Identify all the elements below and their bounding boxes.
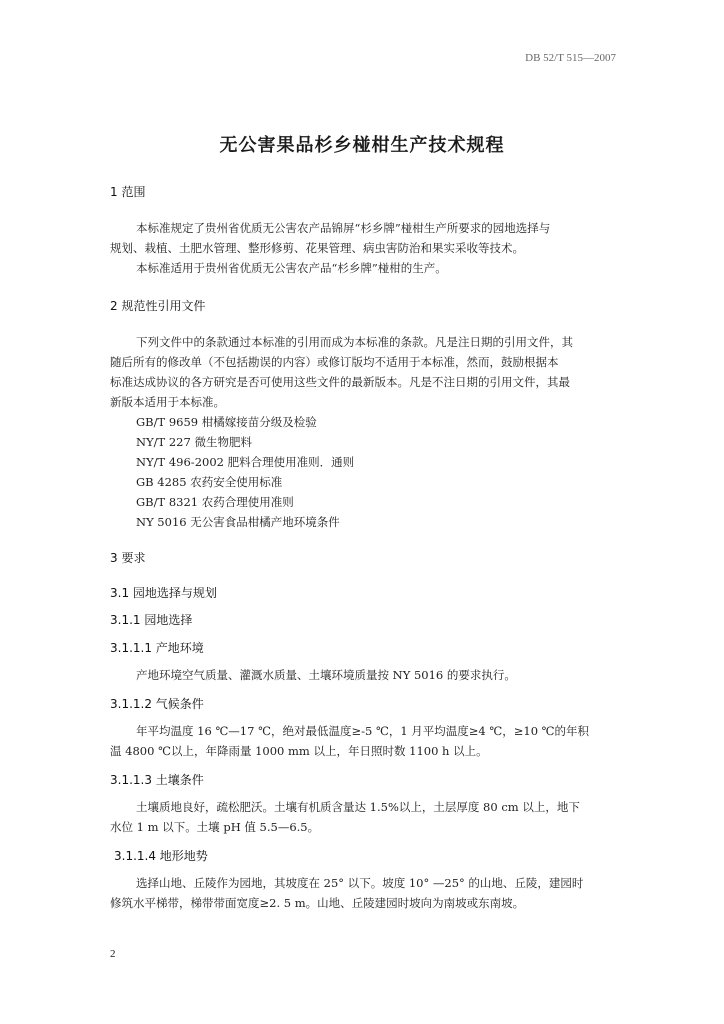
paragraph-line: 水位 1 m 以下。土壤 pH 值 5.5—6.5。 <box>110 820 320 834</box>
section-2-paragraph-line: 新版本适用于本标准。 <box>110 395 225 409</box>
page-number: 2 <box>110 948 116 960</box>
paragraph-line: 温 4800 ℃以上，年降雨量 1000 mm 以上，年日照时数 1100 h 以上。 <box>110 744 488 758</box>
section-2-paragraph-line: 随后所有的修改单（不包括勘误的内容）或修订版均不适用于本标准，然而，鼓励根据本 <box>110 355 559 369</box>
reference-item: NY/T 496-2002 肥料合理使用准则．通则 <box>136 455 355 469</box>
subsection-heading: 3.1.1.2 气候条件 <box>110 697 204 711</box>
paragraph-line: 产地环境空气质量、灌溉水质量、土壤环境质量按 NY 5016 的要求执行。 <box>136 668 516 682</box>
section-2-paragraph-line: 下列文件中的条款通过本标准的引用而成为本标准的条款。凡是注日期的引用文件，其 <box>136 335 573 349</box>
section-1-heading: 1 范围 <box>110 185 146 199</box>
reference-item: GB/T 8321 农药合理使用准则 <box>136 495 294 509</box>
reference-item: NY 5016 无公害食品柑橘产地环境条件 <box>136 515 340 529</box>
paragraph-line: 年平均温度 16 ℃—17 ℃，绝对最低温度≥-5 ℃，1 月平均温度≥4 ℃，≥10 ℃的年积 <box>136 724 590 738</box>
section-2-heading: 2 规范性引用文件 <box>110 299 206 313</box>
standard-code: DB 52/T 515—2007 <box>525 52 616 64</box>
subsection-heading: 3.1.1.3 土壤条件 <box>110 773 204 787</box>
paragraph-line: 选择山地、丘陵作为园地，其坡度在 25° 以下。坡度 10° —25° 的山地、丘陵，建园时 <box>136 876 584 890</box>
paragraph-line: 修筑水平梯带，梯带带面宽度≥2. 5 m。山地、丘陵建园时坡向为南坡或东南坡。 <box>110 896 525 910</box>
section-1-paragraph-line: 规划、栽植、土肥水管理、整形修剪、花果管理、病虫害防治和果实采收等技术。 <box>110 241 524 255</box>
section-1-paragraph-line: 本标准规定了贵州省优质无公害农产品锦屏“杉乡牌”椪柑生产所要求的园地选择与 <box>136 221 551 235</box>
subsection-heading: 3.1.1.4 地形地势 <box>114 849 208 863</box>
reference-item: GB/T 9659 柑橘嫁接苗分级及检验 <box>136 415 317 429</box>
paragraph-line: 土壤质地良好，疏松肥沃。土壤有机质含量达 1.5%以上，土层厚度 80 cm 以上，地下 <box>136 800 580 814</box>
section-3-heading: 3 要求 <box>110 551 146 565</box>
subsection-heading: 3.1.1 园地选择 <box>110 613 193 627</box>
document-title: 无公害果品杉乡椪柑生产技术规程 <box>219 135 505 156</box>
reference-item: GB 4285 农药安全使用标准 <box>136 475 283 489</box>
section-1-paragraph-line: 本标准适用于贵州省优质无公害农产品“杉乡牌”椪柑的生产。 <box>136 261 447 275</box>
reference-item: NY/T 227 微生物肥料 <box>136 435 252 449</box>
section-2-paragraph-line: 标准达成协议的各方研究是否可使用这些文件的最新版本。凡是不注日期的引用文件，其最 <box>110 375 570 389</box>
subsection-heading: 3.1 园地选择与规划 <box>110 586 217 600</box>
subsection-heading: 3.1.1.1 产地环境 <box>110 641 204 655</box>
